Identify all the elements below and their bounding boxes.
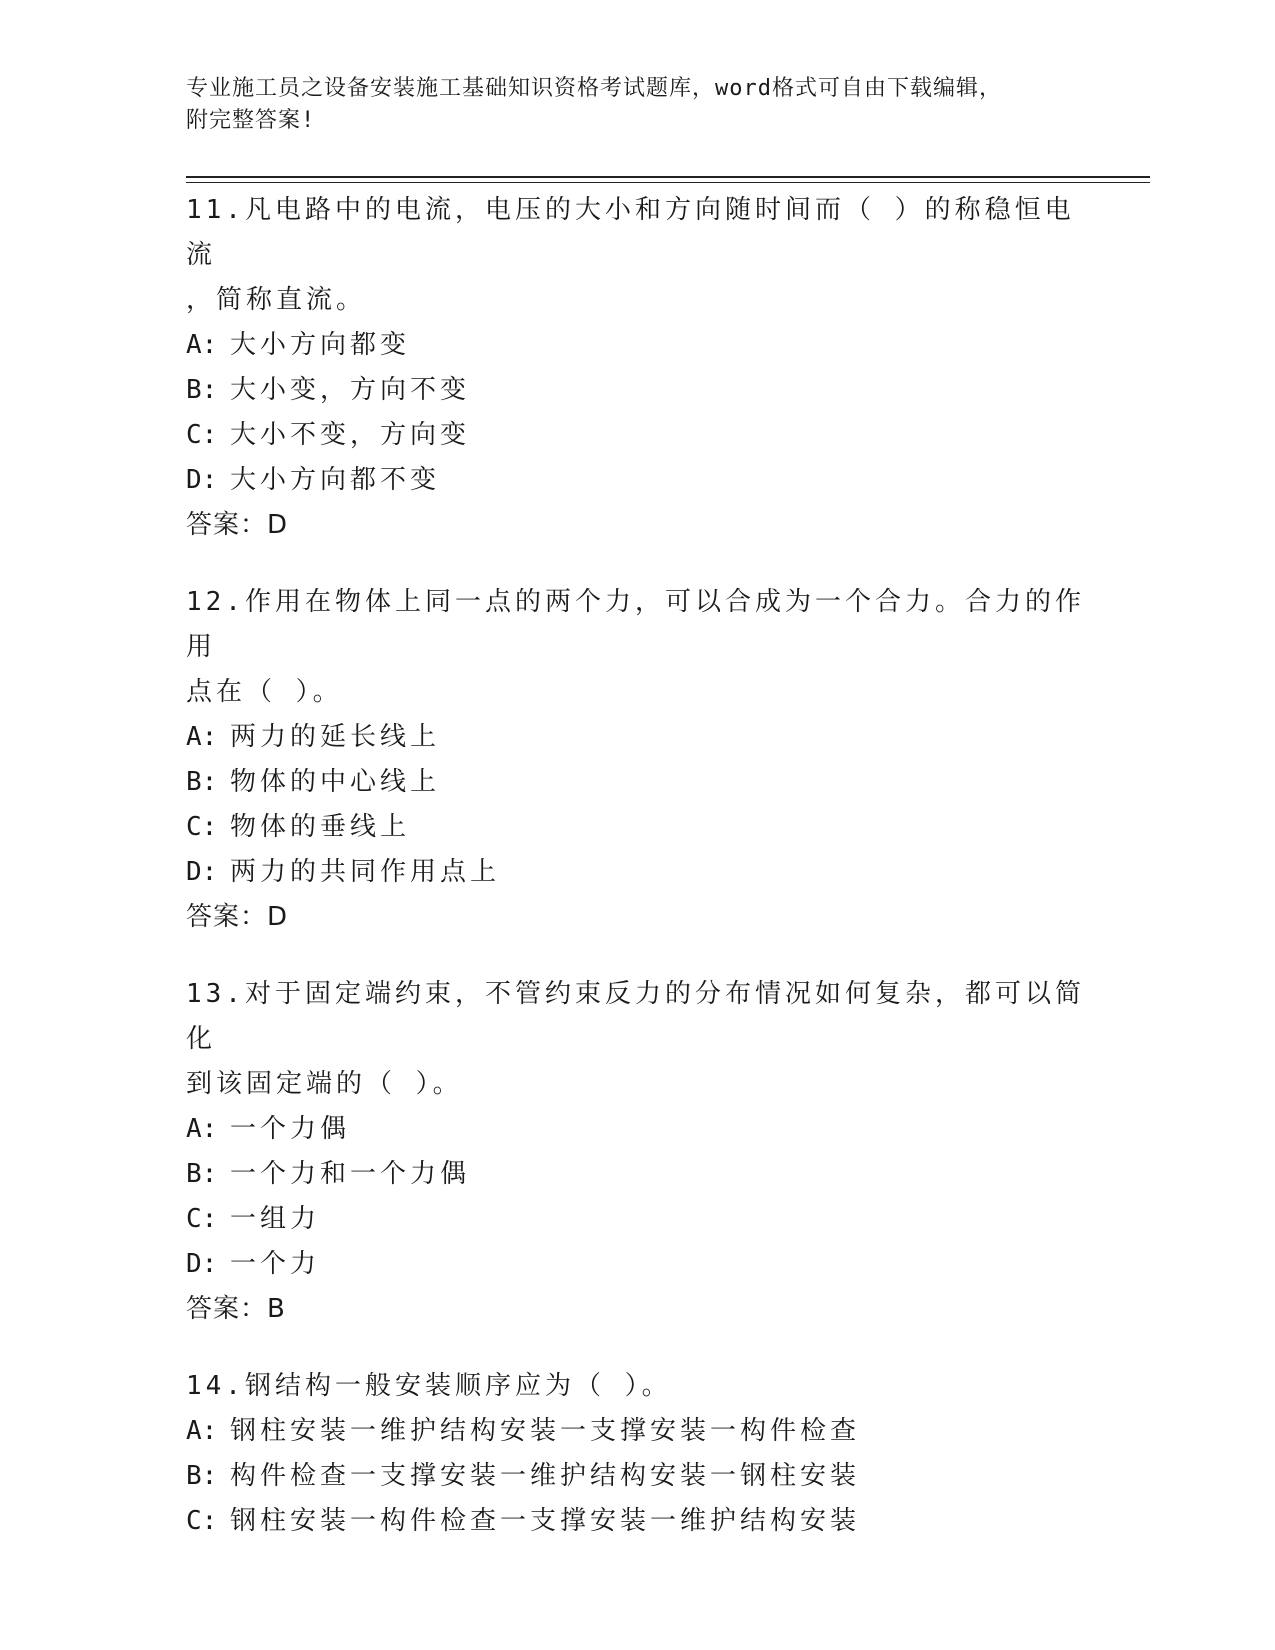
option-c: [186, 805, 1086, 850]
option-key: D:: [186, 465, 218, 495]
option-key: B:: [186, 1461, 218, 1491]
answer-line: 答案：D: [186, 902, 289, 932]
option-text: 大小不变，方向变: [230, 420, 471, 450]
option-key: A:: [186, 330, 218, 360]
option-key: C:: [186, 1506, 218, 1536]
question-text-line-1: 凡电路中的电流，电压的大小和方向随时间而（ ）的称稳恒电流: [186, 195, 1075, 270]
question-13: [186, 972, 1086, 1332]
option-key: B:: [186, 767, 218, 797]
option-a: [186, 1107, 1086, 1152]
option-key: B:: [186, 375, 218, 405]
question-number: 14.: [186, 1371, 245, 1401]
option-text: 钢柱安装一构件检查一支撑安装一维护结构安装: [230, 1506, 861, 1536]
answer-line: 答案：B: [186, 1294, 286, 1324]
question-text: [186, 188, 1086, 278]
option-text: 构件检查一支撑安装一维护结构安装一钢柱安装: [230, 1461, 861, 1491]
option-text: 一组力: [230, 1204, 321, 1234]
option-text: 钢柱安装一维护结构安装一支撑安装一构件检查: [230, 1416, 861, 1446]
option-text: 物体的中心线上: [230, 767, 441, 797]
header-divider-thick: [186, 176, 1150, 178]
option-key: A:: [186, 1416, 218, 1446]
option-text: 一个力偶: [230, 1114, 351, 1144]
question-14: [186, 1364, 1086, 1544]
question-number: 11.: [186, 195, 245, 225]
option-key: D:: [186, 857, 218, 887]
question-text-line-2: ，简称直流。: [186, 285, 367, 315]
option-text: 一个力: [230, 1249, 321, 1279]
question-text-line-2: 到该固定端的（ ）。: [186, 1069, 463, 1099]
option-text: 大小方向都变: [230, 330, 411, 360]
question-text-line-1: 钢结构一般安装顺序应为（ ）。: [244, 1371, 672, 1401]
option-key: A:: [186, 722, 218, 752]
option-b: [186, 368, 1086, 413]
option-d: [186, 1242, 1086, 1287]
question-11: [186, 188, 1086, 548]
option-text: 物体的垂线上: [230, 812, 411, 842]
question-number: 12.: [186, 587, 245, 617]
option-c: [186, 1197, 1086, 1242]
option-d: [186, 458, 1086, 503]
option-c: [186, 413, 1086, 458]
question-list: [186, 188, 1086, 1576]
option-key: C:: [186, 812, 218, 842]
option-b: [186, 1454, 1086, 1499]
option-a: [186, 323, 1086, 368]
option-a: [186, 1409, 1086, 1454]
option-text: 两力的延长线上: [230, 722, 441, 752]
option-text: 两力的共同作用点上: [230, 857, 501, 887]
option-key: C:: [186, 1204, 218, 1234]
question-12: [186, 580, 1086, 940]
question-text: [186, 1364, 1086, 1409]
header-divider-thin: [186, 182, 1150, 183]
option-key: D:: [186, 1249, 218, 1279]
option-key: C:: [186, 420, 218, 450]
question-text: [186, 580, 1086, 670]
header-line-1: 专业施工员之设备安装施工基础知识资格考试题库，word格式可自由下载编辑，: [186, 76, 1002, 101]
document-header: [186, 73, 1066, 137]
option-b: [186, 1152, 1086, 1197]
option-text: 大小方向都不变: [230, 465, 441, 495]
option-key: B:: [186, 1159, 218, 1189]
question-text-line-1: 作用在物体上同一点的两个力，可以合成为一个合力。合力的作用: [186, 587, 1085, 662]
option-b: [186, 760, 1086, 805]
question-text-line-2: 点在（ ）。: [186, 677, 343, 707]
option-c: [186, 1499, 1086, 1544]
header-line-2: 附完整答案!: [186, 108, 316, 133]
question-text: [186, 972, 1086, 1062]
option-text: 一个力和一个力偶: [230, 1159, 471, 1189]
question-text-line-1: 对于固定端约束，不管约束反力的分布情况如何复杂，都可以简化: [186, 979, 1085, 1054]
option-a: [186, 715, 1086, 760]
option-text: 大小变，方向不变: [230, 375, 471, 405]
option-d: [186, 850, 1086, 895]
question-number: 13.: [186, 979, 245, 1009]
option-key: A:: [186, 1114, 218, 1144]
answer-line: 答案：D: [186, 510, 289, 540]
